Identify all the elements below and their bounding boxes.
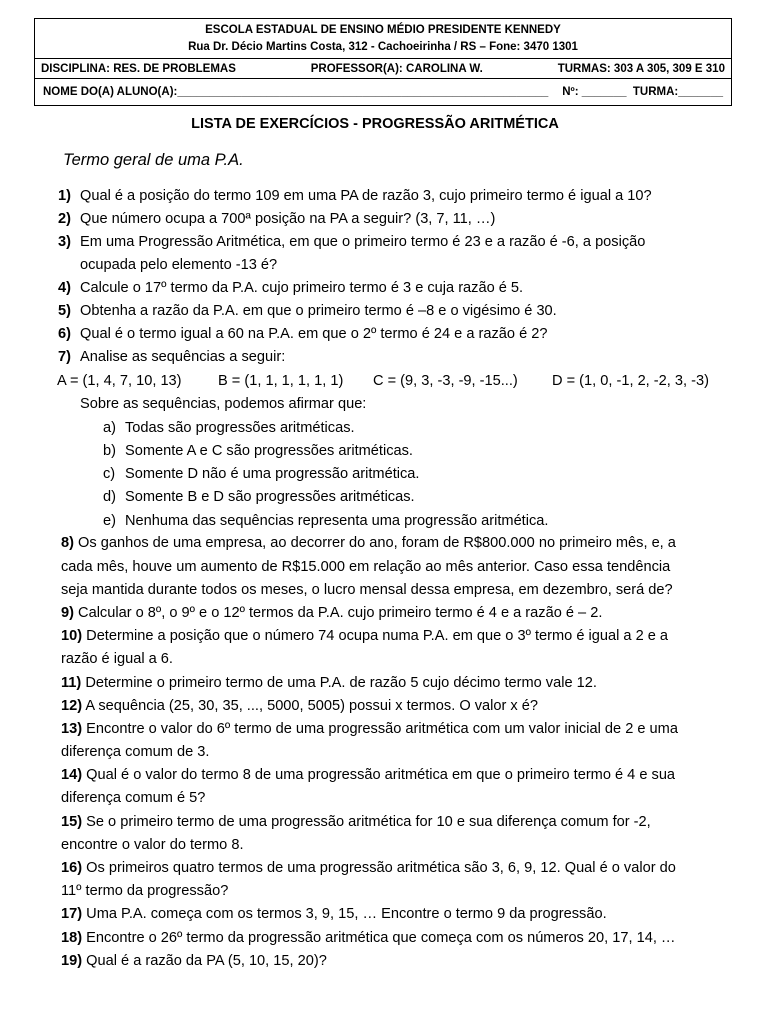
- section-title: Termo geral de uma P.A.: [63, 151, 244, 169]
- option-text: Somente B e D são progressões aritméticas.: [125, 489, 415, 505]
- question-15: [61, 811, 651, 834]
- option-letter: b): [103, 443, 116, 459]
- question-text: Qual é a razão da PA (5, 10, 15, 20)?: [82, 953, 327, 969]
- sequence-b: B = (1, 1, 1, 1, 1, 1): [218, 373, 344, 389]
- student-row: [35, 79, 731, 105]
- question-number: 15): [61, 814, 83, 830]
- school-name: ESCOLA ESTADUAL DE ENSINO MÉDIO PRESIDENTE KENNEDY: [205, 24, 561, 36]
- question-1: [58, 185, 652, 208]
- option-text: Somente D não é uma progressão aritmética.: [125, 466, 420, 482]
- question-14-cont: diferença comum é 5?: [61, 790, 206, 806]
- question-text: Determine a posição que o número 74 ocupa numa P.A. em que o 3º termo é igual a 2 e a: [82, 628, 669, 644]
- question-text: A sequência (25, 30, 35, ..., 5000, 5005) possui x termos. O valor x é?: [82, 698, 539, 714]
- question-14: [61, 764, 675, 787]
- question-number: 14): [61, 767, 83, 783]
- option-b: [103, 443, 413, 459]
- option-text: Nenhuma das sequências representa uma progressão aritmética.: [125, 513, 549, 529]
- student-number-field: Nº: _______ TURMA:_______: [562, 86, 723, 98]
- question-13-cont: diferença comum de 3.: [61, 744, 210, 760]
- question-number: 7): [58, 349, 71, 365]
- school-address: Rua Dr. Décio Martins Costa, 312 - Cachoeirinha / RS – Fone: 3470 1301: [188, 41, 578, 53]
- question-6: [58, 323, 548, 346]
- student-name-field: NOME DO(A) ALUNO(A):__________________________________________________________: [43, 86, 549, 98]
- question-number: 10): [61, 628, 83, 644]
- school-block: [35, 19, 731, 59]
- question-number: 11): [61, 675, 82, 691]
- question-9: [61, 602, 602, 625]
- question-number: 5): [58, 303, 71, 319]
- page-title: LISTA DE EXERCÍCIOS - PROGRESSÃO ARITMÉTICA: [191, 116, 559, 132]
- classes: TURMAS: 303 A 305, 309 E 310: [557, 63, 725, 75]
- question-number: 3): [58, 234, 71, 250]
- question-3: [58, 231, 645, 254]
- question-number: 4): [58, 280, 71, 296]
- question-text: Uma P.A. começa com os termos 3, 9, 15, … Encontre o termo 9 da progressão.: [82, 906, 607, 922]
- teacher: PROFESSOR(A): CAROLINA W.: [310, 63, 483, 75]
- sequence-a: A = (1, 4, 7, 10, 13): [57, 373, 182, 389]
- question-text: Analise as sequências a seguir:: [80, 349, 286, 365]
- question-text: Qual é o valor do termo 8 de uma progressão aritmética em que o primeiro termo é 4 e sua: [82, 767, 676, 783]
- question-8-cont-1: cada mês, houve um aumento de R$15.000 em relação ao mês anterior. Caso essa tendência: [61, 559, 671, 575]
- option-text: Somente A e C são progressões aritméticas.: [125, 443, 413, 459]
- option-letter: c): [103, 466, 116, 482]
- question-text: Encontre o valor do 6º termo de uma progressão aritmética com um valor inicial de 2 e uma: [82, 721, 678, 737]
- option-c: [103, 466, 419, 482]
- option-letter: a): [103, 420, 116, 436]
- question-12: [61, 695, 538, 718]
- question-text: Encontre o 26º termo da progressão aritmética que começa com os números 20, 17, 14, …: [82, 930, 676, 946]
- question-text: Qual é a posição do termo 109 em uma PA de razão 3, cujo primeiro termo é igual a 10?: [80, 188, 652, 204]
- sequence-d: D = (1, 0, -1, 2, -2, 3, -3): [552, 373, 709, 389]
- question-number: 13): [61, 721, 83, 737]
- question-number: 18): [61, 930, 83, 946]
- question-number: 6): [58, 326, 71, 342]
- school-header: [34, 18, 732, 106]
- option-letter: e): [103, 513, 116, 529]
- question-text: Os primeiros quatro termos de uma progressão aritmética são 3, 6, 9, 12. Qual é o valor do: [82, 860, 676, 876]
- class-info-row: [35, 59, 731, 79]
- question-10-cont: razão é igual a 6.: [61, 651, 173, 667]
- question-number: 2): [58, 211, 71, 227]
- option-a: [103, 420, 355, 436]
- question-number: 19): [61, 953, 83, 969]
- question-number: 9): [61, 605, 74, 621]
- question-text: Calcule o 17º termo da P.A. cujo primeiro termo é 3 e cuja razão é 5.: [80, 280, 524, 296]
- option-letter: d): [103, 489, 116, 505]
- question-8: [61, 532, 676, 555]
- question-2: [58, 208, 495, 231]
- question-10: [61, 625, 668, 648]
- question-7: [58, 346, 285, 369]
- question-number: 1): [58, 188, 71, 204]
- question-5: [58, 300, 557, 323]
- question-4: [58, 277, 523, 300]
- question-16-cont: 11º termo da progressão?: [61, 883, 229, 899]
- question-11: [61, 672, 597, 695]
- question-3-cont: ocupada pelo elemento -13 é?: [80, 257, 278, 273]
- question-text: Se o primeiro termo de uma progressão aritmética for 10 e sua diferença comum for -2,: [82, 814, 651, 830]
- discipline: DISCIPLINA: RES. DE PROBLEMAS: [41, 63, 236, 75]
- question-text: Os ganhos de uma empresa, ao decorrer do ano, foram de R$800.000 no primeiro mês, e, a: [73, 535, 676, 551]
- option-d: [103, 489, 415, 505]
- question-text: Calcular o 8º, o 9º e o 12º termos da P.A. cujo primeiro termo é 4 e a razão é – 2.: [73, 605, 603, 621]
- question-text: Que número ocupa a 700ª posição na PA a seguir? (3, 7, 11, …): [80, 211, 496, 227]
- question-text: Em uma Progressão Aritmética, em que o primeiro termo é 23 e a razão é -6, a posição: [80, 234, 646, 250]
- question-number: 8): [61, 535, 74, 551]
- question-13: [61, 718, 678, 741]
- question-19: [61, 950, 327, 973]
- question-15-cont: encontre o valor do termo 8.: [61, 837, 244, 853]
- question-text: Obtenha a razão da P.A. em que o primeiro termo é –8 e o vigésimo é 30.: [80, 303, 557, 319]
- question-16: [61, 857, 676, 880]
- question-7-intro: Sobre as sequências, podemos afirmar que:: [80, 396, 367, 412]
- question-17: [61, 903, 607, 926]
- question-text: Determine o primeiro termo de uma P.A. de razão 5 cujo décimo termo vale 12.: [81, 675, 597, 691]
- question-text: Qual é o termo igual a 60 na P.A. em que o 2º termo é 24 e a razão é 2?: [80, 326, 548, 342]
- question-number: 12): [61, 698, 83, 714]
- question-number: 16): [61, 860, 83, 876]
- sequence-c: C = (9, 3, -3, -9, -15...): [373, 373, 518, 389]
- question-18: [61, 927, 676, 950]
- question-8-cont-2: seja mantida durante todos os meses, o lucro mensal dessa empresa, em dezembro, será de?: [61, 582, 673, 598]
- option-text: Todas são progressões aritméticas.: [125, 420, 355, 436]
- question-number: 17): [61, 906, 83, 922]
- option-e: [103, 513, 548, 529]
